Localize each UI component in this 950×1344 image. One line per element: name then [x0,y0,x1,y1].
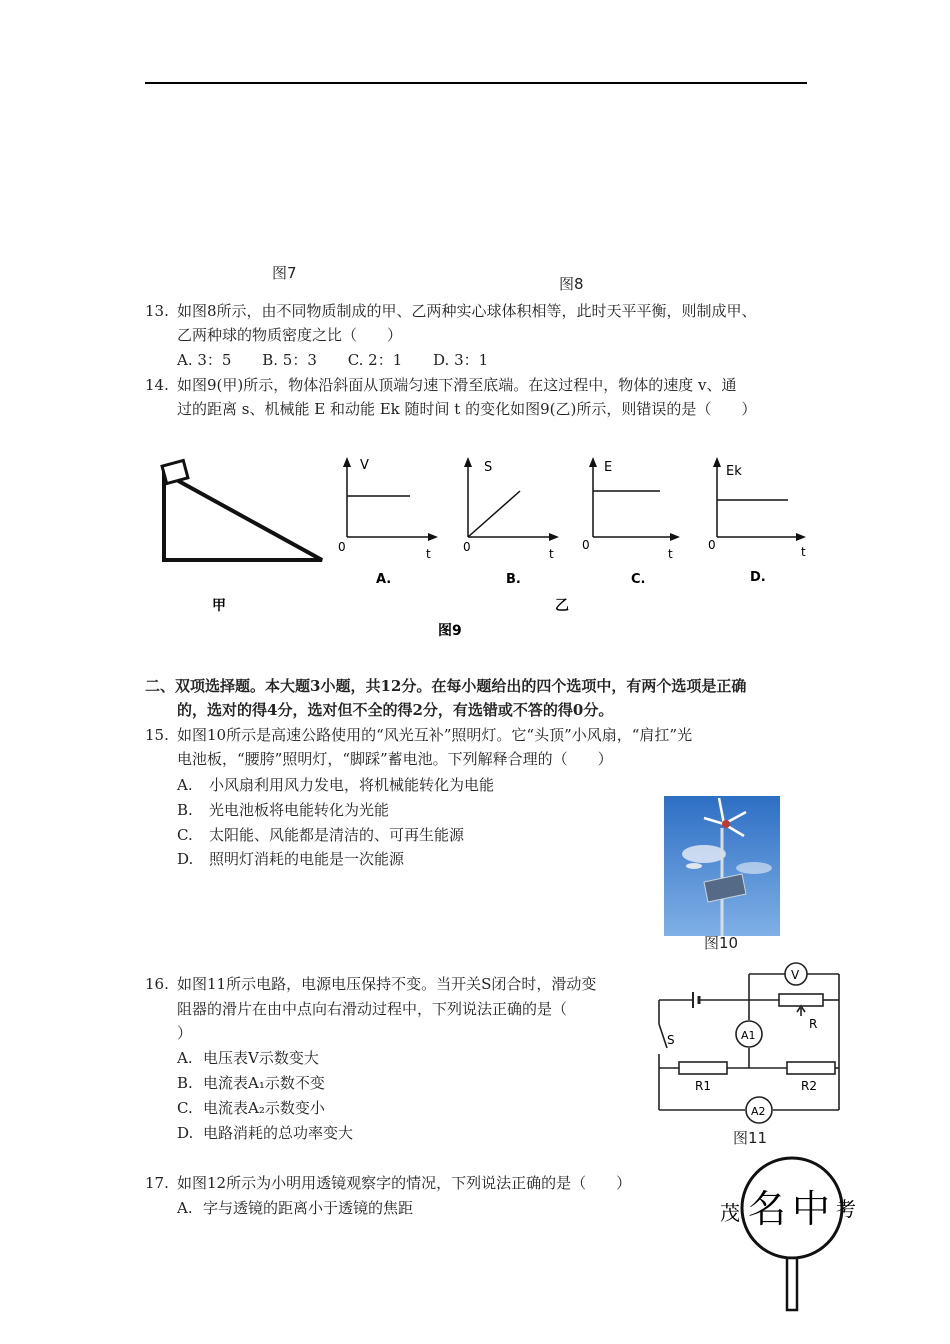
magnifier-handle [787,1258,797,1310]
origin-label: 0 [338,540,346,554]
option-a[interactable] [177,1198,413,1218]
voltmeter-label: V [791,968,800,982]
switch-label: S [667,1033,675,1047]
outside-char: 考 [836,1197,856,1221]
option-b[interactable]: B. 5：3 [262,351,317,369]
figure-10-caption: 图10 [704,934,739,952]
figure-7-caption: 图7 [272,264,297,282]
graph-a [338,457,438,587]
option-text: 电流表A₂示数变小 [203,1099,325,1117]
option-text: 字与透镜的距离小于透镜的焦距 [203,1199,414,1217]
figure-9-part-b-label: 乙 [555,598,569,614]
t-axis-label: t [426,547,431,561]
question-text: 如图12所示为小明用透镜观察字的情况，下列说法正确的是（ ） [177,1174,632,1192]
option-d[interactable] [177,849,404,869]
option-text: 小风扇利用风力发电，将机械能转化为电能 [209,776,495,794]
option-label: B. [506,572,521,587]
sliding-block [162,460,188,483]
option-a[interactable] [177,1048,319,1068]
t-axis-label: t [549,547,554,561]
option-d[interactable]: D. 3：1 [433,351,489,369]
option-label: C. [631,572,646,587]
origin-label: 0 [582,538,590,552]
rheostat-label: R [809,1017,818,1031]
rheostat-resistor [779,994,823,1006]
graph-b [463,457,559,587]
option-c[interactable] [177,1098,325,1118]
option-text: 电压表V示数变大 [203,1049,319,1067]
option-text: 电流表A₁示数不变 [203,1074,325,1092]
option-c[interactable]: C. 2：1 [347,351,403,369]
option-letter: A. [177,1049,193,1067]
option-row [177,350,514,370]
graph-d [708,457,806,585]
incline-diagram [162,460,322,560]
option-letter: C. [177,826,193,844]
y-axis-label: V [360,458,369,473]
r1-label: R1 [695,1079,711,1093]
origin-label: 0 [463,540,471,554]
option-letter: B. [177,801,193,819]
question-number: 16. [145,975,169,993]
section-heading: 二、双项选择题。本大题3小题，共12分。在每小题给出的四个选项中，有两个选项是正确 [145,677,747,695]
option-b[interactable] [177,1073,325,1093]
switch-lever [659,1024,667,1048]
question-text: 电池板，“腰胯”照明灯，“脚踩”蓄电池。下列解释合理的（ ） [177,750,613,768]
figure-9 [150,445,830,645]
option-c[interactable] [177,825,464,845]
ammeter-a1-label: A1 [741,1029,756,1042]
distance-line [468,491,520,537]
option-text: 光电池板将电能转化为光能 [209,801,390,819]
t-axis-label: t [801,545,806,559]
y-axis-label: S [484,460,493,475]
question-text: 如图11所示电路，电源电压保持不变。当开关S闭合时，滑动变 [177,975,597,993]
question-text: 如图10所示是高速公路使用的“风光互补”照明灯。它“头顶”小风扇，“肩扛”光 [177,726,693,744]
y-axis-label: E [604,460,613,475]
option-label: D. [750,570,766,585]
option-a[interactable] [177,775,494,795]
question-number: 14. [145,376,169,394]
question-text: 如图8所示，由不同物质制成的甲、乙两种实心球体积相等，此时天平平衡，则制成甲、 [177,302,757,320]
question-text: 阻器的滑片在由中点向右滑动过程中，下列说法正确的是（ [177,1000,568,1018]
option-letter: B. [177,1074,193,1092]
figure-8-caption: 图8 [559,275,584,293]
question-text: 如图9(甲)所示，物体沿斜面从顶端匀速下滑至底端。在这过程中，物体的速度 v、通 [177,376,737,394]
question-number: 17. [145,1174,169,1192]
section-heading: 的，选对的得4分，选对但不全的得2分，有选错或不答的得0分。 [177,701,614,719]
magnified-char: 名 [748,1187,787,1231]
option-letter: D. [177,1124,194,1142]
question-text: 乙两种球的物质密度之比（ ） [177,326,403,344]
option-letter: A. [177,776,193,794]
t-axis-label: t [668,547,673,561]
origin-label: 0 [708,538,716,552]
graph-c [582,457,680,587]
figure-9-caption: 图9 [438,623,462,639]
y-axis-label: Ek [726,464,742,479]
r2-label: R2 [801,1079,817,1093]
lamp-head [686,863,702,869]
header-rule [145,82,807,84]
option-letter: C. [177,1099,193,1117]
question-number: 15. [145,726,169,744]
magnified-char: 中 [792,1187,831,1231]
option-b[interactable] [177,800,389,820]
option-d[interactable] [177,1123,353,1143]
question-number: 13. [145,302,169,320]
resistor-r2 [787,1062,835,1074]
question-text: ） [177,1024,193,1042]
figure-12-magnifier [712,1150,862,1344]
option-label: A. [376,572,392,587]
question-text: 过的距离 s、机械能 E 和动能 Ek 随时间 t 的变化如图9(乙)所示，则错误的是（ ） [177,400,757,418]
ammeter-a2-label: A2 [751,1105,766,1118]
option-text: 太阳能、风能都是清洁的、可再生能源 [209,826,465,844]
option-letter: A. [177,1199,193,1217]
figure-11-caption: 图11 [733,1129,768,1147]
resistor-r1 [679,1062,727,1074]
option-text: 照明灯消耗的电能是一次能源 [209,850,405,868]
option-letter: D. [177,850,194,868]
figure-9-part-a-label: 甲 [212,598,226,614]
figure-10-photo [664,796,780,936]
outside-char: 茂 [720,1201,740,1225]
figure-11-circuit [645,960,855,1130]
option-a[interactable]: A. 3：5 [177,351,232,369]
option-text: 电路消耗的总功率变大 [203,1124,354,1142]
